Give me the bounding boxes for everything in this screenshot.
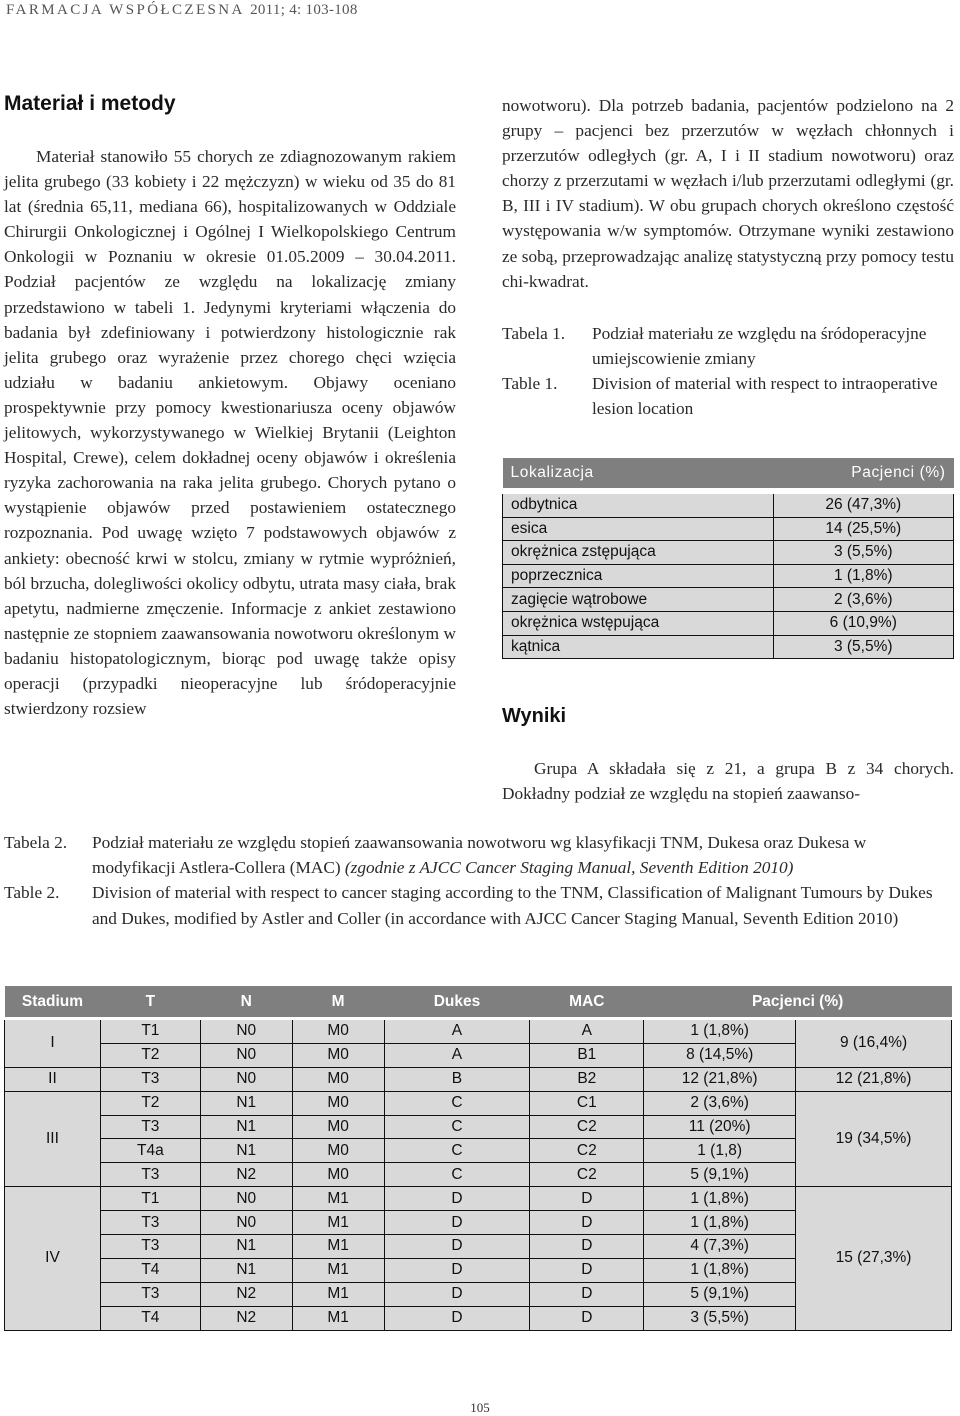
page-number: 105 bbox=[470, 1400, 490, 1415]
table2-header-m: M bbox=[292, 986, 384, 1019]
table1-location-cell: okrężnica zstępująca bbox=[503, 541, 774, 565]
table2-patients-cell: 1 (1,8%) bbox=[644, 1019, 796, 1044]
table1-location-cell: esica bbox=[503, 517, 774, 541]
table-row bbox=[5, 1019, 952, 1044]
table2-patients-cell: 1 (1,8%) bbox=[644, 1258, 796, 1282]
table2-stage-total-cell: 9 (16,4%) bbox=[796, 1019, 952, 1068]
table2-mac-cell: D bbox=[530, 1211, 644, 1235]
table2-mac-cell: B1 bbox=[530, 1043, 644, 1067]
table2-n-cell: N0 bbox=[200, 1211, 292, 1235]
table2-dukes-cell: D bbox=[384, 1235, 530, 1259]
table2-caption-en: Division of material with respect to cancer staging according to the TNM, Classification of Malignant Tumours by Dukes and Dukes, modified by Astler and Coller (in accordance with AJCC Cancer Staging Manual, Seventh Edition 2010) bbox=[92, 883, 933, 928]
table2-caption-pl bbox=[92, 830, 944, 880]
table1-patients-cell: 14 (25,5%) bbox=[773, 517, 953, 541]
table2-stage-total-cell: 15 (27,3%) bbox=[796, 1187, 952, 1330]
right-column bbox=[502, 93, 954, 421]
table1-caption-pl: Podział materiału ze względu na śródoperacyjne umiejscowienie zmiany bbox=[592, 323, 927, 368]
table2-stage-total-cell: 19 (34,5%) bbox=[796, 1091, 952, 1187]
running-header bbox=[6, 2, 358, 19]
table-row bbox=[5, 1187, 952, 1211]
table1 bbox=[502, 458, 954, 659]
table2-caption-pl-italic: (zgodnie z AJCC Cancer Staging Manual, Seventh Edition 2010) bbox=[344, 858, 794, 878]
table1-patients-cell: 3 (5,5%) bbox=[773, 635, 953, 659]
table1-location-cell: zagięcie wątrobowe bbox=[503, 588, 774, 612]
table-row bbox=[503, 541, 954, 565]
left-column bbox=[4, 92, 456, 721]
table2-header-n: N bbox=[200, 986, 292, 1019]
table2-dukes-cell: A bbox=[384, 1019, 530, 1044]
table2-n-cell: N2 bbox=[200, 1282, 292, 1306]
table1-caption bbox=[502, 321, 954, 421]
table1-patients-cell: 26 (47,3%) bbox=[773, 491, 953, 517]
table2-n-cell: N1 bbox=[200, 1235, 292, 1259]
table1-location-cell: poprzecznica bbox=[503, 564, 774, 588]
methods-continuation: nowotworu). Dla potrzeb badania, pacjentów podzielono na 2 grupy – pacjenci bez przerzutów w węzłach chłonnych i przerzutów odległych (gr. A, I i II stadium nowotworu) oraz chorzy z przerzutami w węzłach i/lub przerzutami odległymi (gr. B, III i IV stadium). W obu grupach chorych określono częstość występowania w/w symptomów. Otrzymane wyniki zestawiono ze sobą, przeprowadzając analizę statystyczną przy pomocy testu chi-kwadrat. bbox=[502, 96, 954, 291]
table2-dukes-cell: A bbox=[384, 1043, 530, 1067]
table2-t-cell: T3 bbox=[100, 1115, 200, 1139]
table2-dukes-cell: D bbox=[384, 1187, 530, 1211]
table2-dukes-cell: C bbox=[384, 1163, 530, 1187]
table2-dukes-cell: D bbox=[384, 1211, 530, 1235]
table1-location-cell: kątnica bbox=[503, 635, 774, 659]
methods-heading: Materiał i metody bbox=[4, 92, 176, 115]
table2-patients-cell: 12 (21,8%) bbox=[644, 1067, 796, 1091]
table2-patients-cell: 2 (3,6%) bbox=[644, 1091, 796, 1115]
table2-n-cell: N2 bbox=[200, 1163, 292, 1187]
table2-n-cell: N1 bbox=[200, 1139, 292, 1163]
table2-n-cell: N0 bbox=[200, 1067, 292, 1091]
table2-caption bbox=[4, 830, 944, 931]
table2-t-cell: T3 bbox=[100, 1282, 200, 1306]
table2-m-cell: M0 bbox=[292, 1139, 384, 1163]
table-row bbox=[503, 517, 954, 541]
table2-stage-cell: I bbox=[5, 1019, 101, 1068]
table2-m-cell: M0 bbox=[292, 1091, 384, 1115]
table2-patients-cell: 3 (5,5%) bbox=[644, 1306, 796, 1330]
table-row bbox=[5, 1091, 952, 1115]
table2-m-cell: M0 bbox=[292, 1115, 384, 1139]
table2-patients-cell: 5 (9,1%) bbox=[644, 1282, 796, 1306]
table2-t-cell: T3 bbox=[100, 1211, 200, 1235]
table2-mac-cell: C2 bbox=[530, 1115, 644, 1139]
table2-header-dukes: Dukes bbox=[384, 986, 530, 1019]
table2-m-cell: M1 bbox=[292, 1187, 384, 1211]
table1-header-patients: Pacjenci (%) bbox=[773, 458, 953, 491]
table2-mac-cell: D bbox=[530, 1187, 644, 1211]
table2-t-cell: T3 bbox=[100, 1067, 200, 1091]
table2-dukes-cell: C bbox=[384, 1091, 530, 1115]
table2-patients-cell: 1 (1,8) bbox=[644, 1139, 796, 1163]
table2-m-cell: M1 bbox=[292, 1306, 384, 1330]
table2-dukes-cell: D bbox=[384, 1258, 530, 1282]
table2-stage-total-cell: 12 (21,8%) bbox=[796, 1067, 952, 1091]
table2-mac-cell: B2 bbox=[530, 1067, 644, 1091]
table2-mac-cell: D bbox=[530, 1282, 644, 1306]
table2-mac-cell: D bbox=[530, 1235, 644, 1259]
table2-mac-cell: D bbox=[530, 1258, 644, 1282]
table1-patients-cell: 2 (3,6%) bbox=[773, 588, 953, 612]
journal-name: FARMACJA WSPÓŁCZESNA bbox=[6, 2, 244, 18]
table2-header-mac: MAC bbox=[530, 986, 644, 1019]
table2-mac-cell: C1 bbox=[530, 1091, 644, 1115]
table2-header-row bbox=[5, 986, 952, 1019]
table2-stage-cell: II bbox=[5, 1067, 101, 1091]
results-paragraph: Grupa A składała się z 21, a grupa B z 34 chorych. Dokładny podział ze względu na stopień zaawanso- bbox=[502, 759, 954, 804]
table-row bbox=[503, 635, 954, 659]
table-row bbox=[503, 564, 954, 588]
table2-t-cell: T4 bbox=[100, 1306, 200, 1330]
table2-mac-cell: A bbox=[530, 1019, 644, 1044]
table1-header-row bbox=[503, 458, 954, 491]
table2-mac-cell: C2 bbox=[530, 1163, 644, 1187]
table2-n-cell: N1 bbox=[200, 1258, 292, 1282]
table2-caption-pl-main: Podział materiału ze względu stopień zaawansowania nowotworu wg klasyfikacji TNM, Dukesa oraz Dukesa w modyfikacji Astlera-Collera (MAC) bbox=[92, 833, 867, 878]
table1-caption-pl-label: Tabela 1. bbox=[502, 323, 566, 343]
table2-patients-cell: 8 (14,5%) bbox=[644, 1043, 796, 1067]
table2-dukes-cell: C bbox=[384, 1139, 530, 1163]
table2-m-cell: M1 bbox=[292, 1282, 384, 1306]
table2-mac-cell: C2 bbox=[530, 1139, 644, 1163]
table2-m-cell: M1 bbox=[292, 1211, 384, 1235]
table2-mac-cell: D bbox=[530, 1306, 644, 1330]
table2-n-cell: N2 bbox=[200, 1306, 292, 1330]
journal-issue: 2011; 4: 103-108 bbox=[250, 2, 358, 18]
table2-m-cell: M1 bbox=[292, 1235, 384, 1259]
table2-n-cell: N0 bbox=[200, 1187, 292, 1211]
table2-header-t: T bbox=[100, 986, 200, 1019]
table2-patients-cell: 1 (1,8%) bbox=[644, 1187, 796, 1211]
table2-n-cell: N0 bbox=[200, 1043, 292, 1067]
table2-t-cell: T4a bbox=[100, 1139, 200, 1163]
table2-t-cell: T1 bbox=[100, 1187, 200, 1211]
table2-patients-cell: 5 (9,1%) bbox=[644, 1163, 796, 1187]
table2-t-cell: T2 bbox=[100, 1043, 200, 1067]
table2-n-cell: N1 bbox=[200, 1115, 292, 1139]
table1-patients-cell: 3 (5,5%) bbox=[773, 541, 953, 565]
table2-dukes-cell: C bbox=[384, 1115, 530, 1139]
table2-stage-cell: IV bbox=[5, 1187, 101, 1330]
table2-caption-pl-label: Tabela 2. bbox=[4, 833, 68, 852]
table2-stage-cell: III bbox=[5, 1091, 101, 1187]
table2-patients-cell: 4 (7,3%) bbox=[644, 1235, 796, 1259]
table1-location-cell: odbytnica bbox=[503, 491, 774, 517]
table2-t-cell: T4 bbox=[100, 1258, 200, 1282]
table2-m-cell: M0 bbox=[292, 1067, 384, 1091]
table2-dukes-cell: D bbox=[384, 1282, 530, 1306]
table-row bbox=[5, 1067, 952, 1091]
table2-header-stage: Stadium bbox=[5, 986, 101, 1019]
table2-dukes-cell: D bbox=[384, 1306, 530, 1330]
table1-header-location: Lokalizacja bbox=[503, 458, 774, 491]
table2-dukes-cell: B bbox=[384, 1067, 530, 1091]
table2-header-patients: Pacjenci (%) bbox=[644, 986, 952, 1019]
methods-paragraph: Materiał stanowiło 55 chorych ze zdiagnozowanym rakiem jelita grubego (33 kobiety i 22 mężczyzn) w wieku od 35 do 81 lat (średnia 65,11, mediana 66), hospitalizowanych w Oddziale Chirurgii Onkologicznej i Ogólnej I Wielkopolskiego Centrum Onkologii w Poznaniu w okresie 01.05.2009 – 30.04.2011. Podział pacjentów ze względu na lokalizację zmiany przedstawiono w tabeli 1. Jedynymi kryteriami włączenia do badania był zdefiniowany i potwierdzony histologicznie rak jelita grubego oraz wyrażenie przez chorego chęci wzięcia udziału w badaniu ankietowym. Objawy oceniano prospektywnie przy pomocy kwestionariusza oceny objawów jelitowych, wykorzystywanego w Wielkiej Brytanii (Leighton Hospital, Crewe), celem dokładnej oceny objawów i określenia ryzyka zachorowania na raka jelita grubego. Chorych pytano o wystąpienie objawów przed postawieniem ostatecznego rozpoznania. Pod uwagę wzięto 7 podstawowych objawów z ankiety: obecność krwi w stolcu, zmiany w rytmie wypróżnień, ból brzucha, dolegliwości okolicy odbytu, utrata masy ciała, brak apetytu, nadmierne zmęczenie. Informacje z ankiet zestawiono następnie ze stopniem zaawansowania nowotworu określonym w badaniu histopatologicznym, biorąc pod uwagę także opisy operacji (przypadki nieoperacyjne lub śródoperacyjnie stwierdzony rozsiew bbox=[4, 147, 456, 719]
table2-patients-cell: 11 (20%) bbox=[644, 1115, 796, 1139]
table-row bbox=[503, 611, 954, 635]
table2-caption-en-label: Table 2. bbox=[4, 883, 60, 903]
table1-patients-cell: 6 (10,9%) bbox=[773, 611, 953, 635]
table1-caption-en: Division of material with respect to intraoperative lesion location bbox=[592, 373, 938, 418]
table-row bbox=[503, 491, 954, 517]
table2-n-cell: N0 bbox=[200, 1019, 292, 1044]
table1-patients-cell: 1 (1,8%) bbox=[773, 564, 953, 588]
table2-n-cell: N1 bbox=[200, 1091, 292, 1115]
table2-t-cell: T3 bbox=[100, 1163, 200, 1187]
table2-m-cell: M0 bbox=[292, 1019, 384, 1044]
table2-t-cell: T2 bbox=[100, 1091, 200, 1115]
table2-t-cell: T1 bbox=[100, 1019, 200, 1044]
table-row bbox=[503, 588, 954, 612]
table1-location-cell: okrężnica wstępująca bbox=[503, 611, 774, 635]
table2-t-cell: T3 bbox=[100, 1235, 200, 1259]
table2-patients-cell: 1 (1,8%) bbox=[644, 1211, 796, 1235]
table2-m-cell: M0 bbox=[292, 1163, 384, 1187]
table1-caption-en-label: Table 1. bbox=[502, 373, 558, 393]
table2 bbox=[4, 986, 952, 1331]
table2-m-cell: M1 bbox=[292, 1258, 384, 1282]
results-heading: Wyniki bbox=[502, 705, 567, 727]
table2-m-cell: M0 bbox=[292, 1043, 384, 1067]
